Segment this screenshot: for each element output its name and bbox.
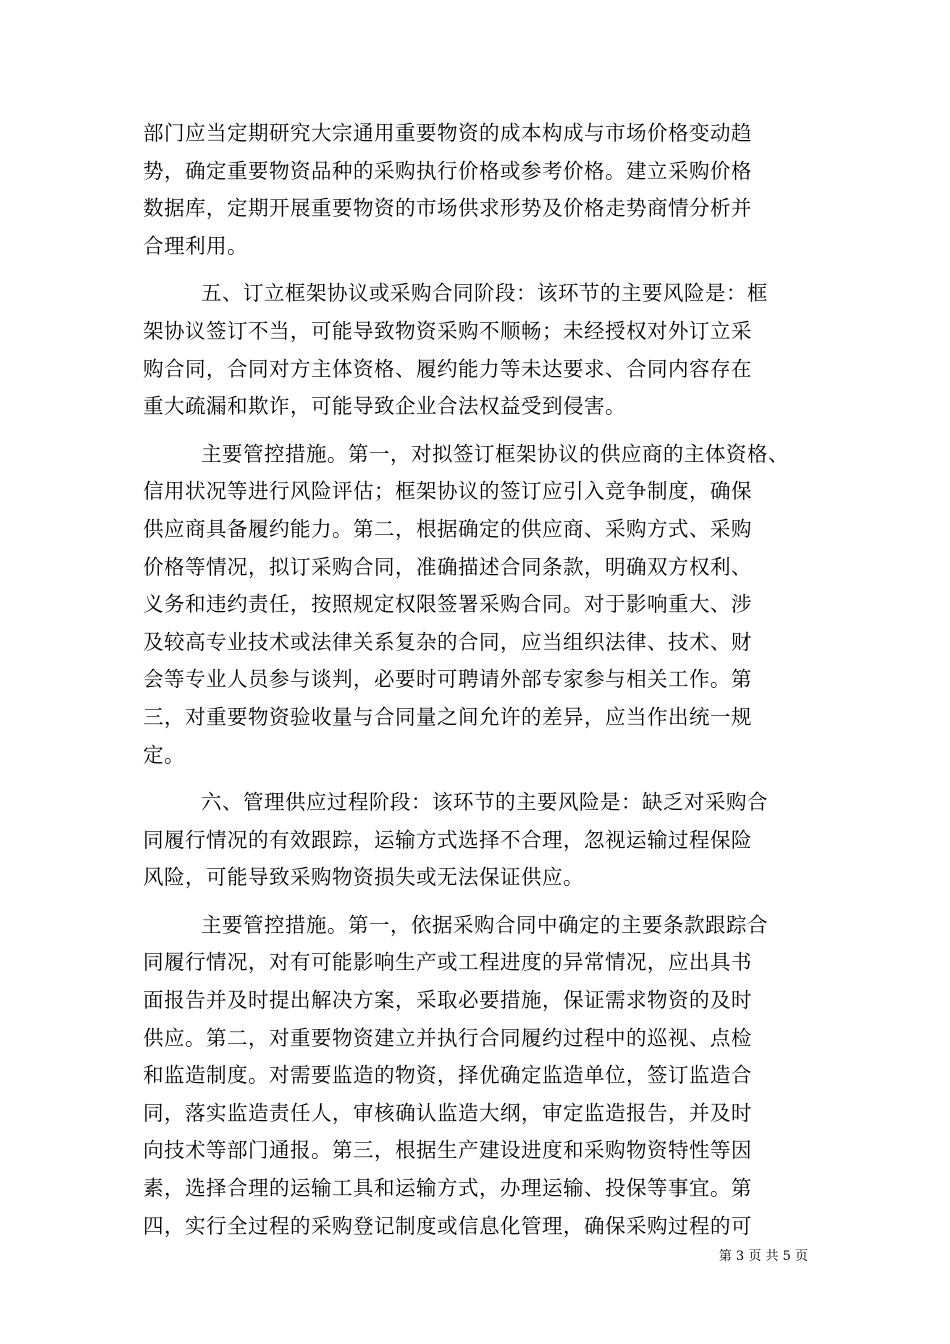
- text-line: 定。: [143, 742, 185, 767]
- text-line: 供应商具备履约能力。第二，根据确定的供应商、采购方式、采购: [143, 516, 752, 541]
- text-line: 价格等情况，拟订采购合同，准确描述合同条款，明确双方权利、: [143, 554, 752, 579]
- text-line: 供应。第二，对重要物资建立并执行合同履约过程中的巡视、点检: [143, 1025, 752, 1050]
- text-line: 主要管控措施。第一，对拟签订框架协议的供应商的主体资格、: [201, 441, 789, 466]
- text-line: 六、管理供应过程阶段：该环节的主要风险是：缺乏对采购合: [201, 790, 768, 815]
- text-line: 五、订立框架协议或采购合同阶段：该环节的主要风险是：框: [201, 281, 768, 306]
- text-line: 架协议签订不当，可能导致物资采购不顺畅；未经授权对外订立采: [143, 318, 752, 343]
- text-line: 数据库，定期开展重要物资的市场供求形势及价格走势商情分析并: [143, 196, 752, 221]
- text-line: 素，选择合理的运输工具和运输方式，办理运输、投保等事宜。第: [143, 1176, 752, 1201]
- text-line: 部门应当定期研究大宗通用重要物资的成本构成与市场价格变动趋: [143, 121, 752, 145]
- text-line: 会等专业人员参与谈判，必要时可聘请外部专家参与相关工作。第: [143, 667, 752, 692]
- paragraph-1: [143, 115, 808, 265]
- text-line: 合理利用。: [143, 233, 248, 258]
- text-line: 重大疏漏和欺诈，可能导致企业合法权益受到侵害。: [143, 394, 626, 419]
- text-line: 及较高专业技术或法律关系复杂的合同，应当组织法律、技术、财: [143, 629, 752, 654]
- paragraph-2: [143, 275, 808, 425]
- text-line: 三，对重要物资验收量与合同量之间允许的差异，应当作出统一规: [143, 704, 752, 729]
- text-line: 和监造制度。对需要监造的物资，择优确定监造单位，签订监造合: [143, 1063, 752, 1088]
- text-line: 购合同，合同对方主体资格、履约能力等未达要求、合同内容存在: [143, 356, 752, 381]
- document-body: [143, 115, 808, 1255]
- text-line: 势，确定重要物资品种的采购执行价格或参考价格。建立采购价格: [143, 158, 752, 183]
- text-line: 四，实行全过程的采购登记制度或信息化管理，确保采购过程的可: [143, 1213, 752, 1238]
- text-line: 面报告并及时提出解决方案，采取必要措施，保证需求物资的及时: [143, 988, 752, 1013]
- text-line: 同履行情况，对有可能影响生产或工程进度的异常情况，应出具书: [143, 950, 752, 975]
- text-line: 信用状况等进行风险评估；框架协议的签订应引入竞争制度，确保: [143, 479, 752, 504]
- text-line: 主要管控措施。第一，依据采购合同中确定的主要条款跟踪合: [201, 912, 768, 937]
- text-line: 义务和违约责任，按照规定权限签署采购合同。对于影响重大、涉: [143, 592, 752, 617]
- page-number-footer: 第 3 页 共 5 页: [718, 1249, 808, 1264]
- paragraph-3: [143, 436, 808, 774]
- text-line: 向技术等部门通报。第三，根据生产建设进度和采购物资特性等因: [143, 1138, 752, 1163]
- text-line: 风险，可能导致采购物资损失或无法保证供应。: [143, 865, 584, 890]
- text-line: 同履行情况的有效跟踪，运输方式选择不合理，忽视运输过程保险: [143, 827, 752, 852]
- paragraph-4: [143, 784, 808, 897]
- text-line: 同，落实监造责任人，审核确认监造大纲，审定监造报告，并及时: [143, 1100, 752, 1125]
- paragraph-5: [143, 907, 808, 1245]
